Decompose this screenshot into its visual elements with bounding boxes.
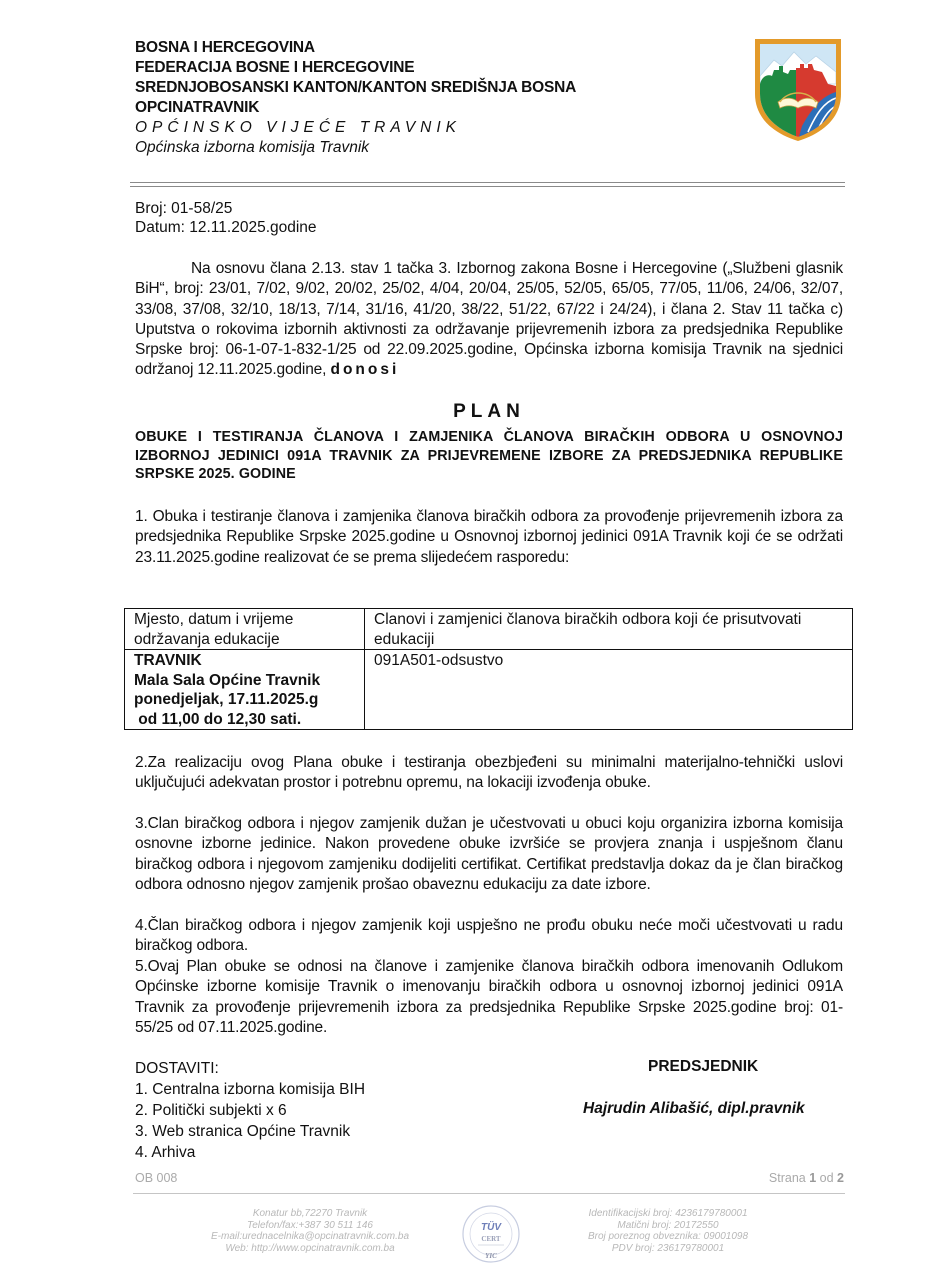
place-date: ponedjeljak, 17.11.2025.g (134, 691, 319, 708)
table-cell-members: 091A501-odsustvo (365, 650, 853, 730)
footer-id-number: Identifikacijski broj: 4236179780001 (588, 1208, 748, 1219)
schedule-table (124, 608, 853, 730)
svg-text:YIC: YIC (485, 1252, 497, 1260)
letterhead-council: OPĆINSKO VIJEĆE TRAVNIK (135, 119, 462, 136)
signature-role: PREDSJEDNIK (648, 1058, 759, 1075)
table-header-row (125, 609, 853, 650)
reference-date: Datum: 12.11.2025.godine (135, 219, 317, 236)
svg-text:TÜV: TÜV (481, 1222, 501, 1233)
point-3: 3.Clan biračkog odbora i njegov zamjenik dužan je učestvovati u obuci koju organizira izborna komisija osnovne izborne jedinice. Nakon provedene obuke izvršiće se provjera znanja i uspješnom članu biračkog odbora i njegovom zamjeniku dodijeliti certifikat. Certifikat predstavlja dokaz da je član biračkog odbora odnosno njegov zamjenik prošao obaveznu edukaciju za date izbore. (135, 815, 843, 893)
place-venue: Mala Sala Općine Travnik (134, 671, 321, 689)
footer-registry-number: Matični broj: 20172550 (617, 1219, 719, 1231)
letterhead-municipality: OPCINATRAVNIK (135, 99, 260, 116)
plan-subtitle: OBUKE I TESTIRANJA ČLANOVA I ZAMJENIKA ČLANOVA BIRAČKIH ODBORA U OSNOVNOJ IZBORNOJ JEDINICI 091A TRAVNIK ZA PRIJEVREMENE IZBORE ZA PREDSJEDNIKA REPUBLIKE SRPSKE 2025. GODINE (135, 429, 843, 482)
intro-text: Na osnovu člana 2.13. stav 1 tačka 3. Izbornog zakona Bosne i Hercegovine („Službeni glasnik BiH“, broj: 23/01, 7/02, 9/02, 20/02, 25/02, 4/04, 20/04, 25/05, 52/05, 65/05, 77/05, 11/06, 24/06, 32/07, 33/08, 37/08, 32/10, 18/13, 7/14, 31/16, 41/20, 38/22, 51/22, 67/22 i 24/24), i člana 2. Stav 11 tačka c) Uputstva o rokovima izbornih aktivnosti za održavanje prijevremenih izbora za predsjednika Republike Srpske broj: 06-1-07-1-832-1/25 od 22.09.2025.godine, Općinska izborna komisija Travnik na sjednici održanoj 12.11.2025.godine, (135, 260, 843, 379)
list-item: 4. Arhiva (135, 1144, 196, 1161)
letterhead-country: BOSNA I HERCEGOVINA (135, 39, 315, 56)
page-number (769, 1171, 844, 1185)
footer-address: Konatur bb,72270 Travnik (252, 1208, 368, 1219)
footer-registration (568, 1208, 768, 1254)
distribution-heading: DOSTAVITI: (135, 1060, 219, 1077)
page-sep: od (819, 1171, 834, 1185)
tuv-certification-badge-icon (461, 1203, 521, 1265)
page-current: 1 (809, 1171, 817, 1185)
place-time: od 11,00 do 12,30 sati. (134, 710, 302, 728)
point-5: 5.Ovaj Plan obuke se odnosi na članove i zamjenike članova biračkih odbora imenovanih Odlukom Općinske izborne komisije Travnik o imenovanju biračkih odbora u osnovnoj izbornoj jedinici 091A Travnik za provođenje prijevremenih izbora za predsjednika Republike Srpske 2025.godine broj: 01-55/25 od 07.11.2025.godine. (135, 958, 843, 1036)
form-code: OB 008 (135, 1171, 178, 1185)
decision-word: donosi (330, 361, 400, 379)
table-header-members: Clanovi i zamjenici članova biračkih odbora koji će prisutvovati edukaciji (365, 609, 853, 650)
reference-block (135, 199, 317, 237)
intro-paragraph (135, 259, 843, 381)
footer-web: Web: http://www.opcinatravnik.com.ba (225, 1242, 395, 1254)
page-total: 2 (837, 1171, 844, 1185)
list-item: 2. Politički subjekti x 6 (135, 1102, 287, 1119)
letterhead-canton: SREDNJOBOSANSKI KANTON/KANTON SREDIŠNJA BOSNA (135, 79, 577, 96)
point-2: 2.Za realizaciju ovog Plana obuke i testiranja obezbjeđeni su minimalni materijalno-tehnički uslovi uključujući adekvatan prostor i potrebnu opremu, na lokaciji izvođenja obuke. (135, 754, 843, 792)
plan-title: PLAN (453, 401, 525, 422)
footer-divider (133, 1193, 845, 1194)
point-1: 1. Obuka i testiranje članova i zamjenika članova biračkih odbora za provođenje prijevremenih izbora za predsjednika Republike Srpske 2025.godine u Osnovnoj izbornoj jedinici 091A Travnik koji će se održati 23.11.2025.godine realizovat će se prema slijedećem rasporedu: (135, 508, 843, 566)
header-divider-bottom (130, 186, 845, 187)
footer-phone: Telefon/fax:+387 30 511 146 (247, 1219, 373, 1231)
list-item: 3. Web stranica Općine Travnik (135, 1123, 351, 1140)
letterhead-commission: Općinska izborna komisija Travnik (135, 139, 370, 156)
footer-email: E-mail:urednacelnika@opcinatravnik.com.ba (210, 1231, 410, 1242)
svg-text:CERT: CERT (481, 1235, 501, 1243)
page-prefix: Strana (768, 1171, 806, 1185)
place-city: TRAVNIK (134, 652, 202, 669)
table-header-place: Mjesto, datum i vrijeme održavanja edukacije (125, 609, 365, 650)
letterhead-federation: FEDERACIJA BOSNE I HERCEGOVINE (135, 59, 415, 76)
letterhead (135, 38, 735, 158)
signature-name: Hajrudin Alibašić, dipl.pravnik (583, 1100, 805, 1117)
point-4: 4.Član biračkog odbora i njegov zamjenik koji uspješno ne prođu obuku neće moči učestvovati u radu biračkog odbora. (135, 917, 843, 955)
reference-number: Broj: 01-58/25 (135, 200, 233, 217)
header-divider-top (130, 182, 845, 183)
footer-contact (180, 1208, 440, 1254)
table-row (125, 650, 853, 730)
coat-of-arms-icon (752, 36, 844, 142)
footer-tax-number: Broj poreznog obveznika: 09001098 (587, 1231, 749, 1242)
list-item: 1. Centralna izborna komisija BIH (135, 1081, 366, 1098)
table-cell-place (125, 650, 365, 730)
footer-vat-number: PDV broj: 236179780001 (611, 1242, 725, 1254)
distribution-list (135, 1058, 365, 1163)
